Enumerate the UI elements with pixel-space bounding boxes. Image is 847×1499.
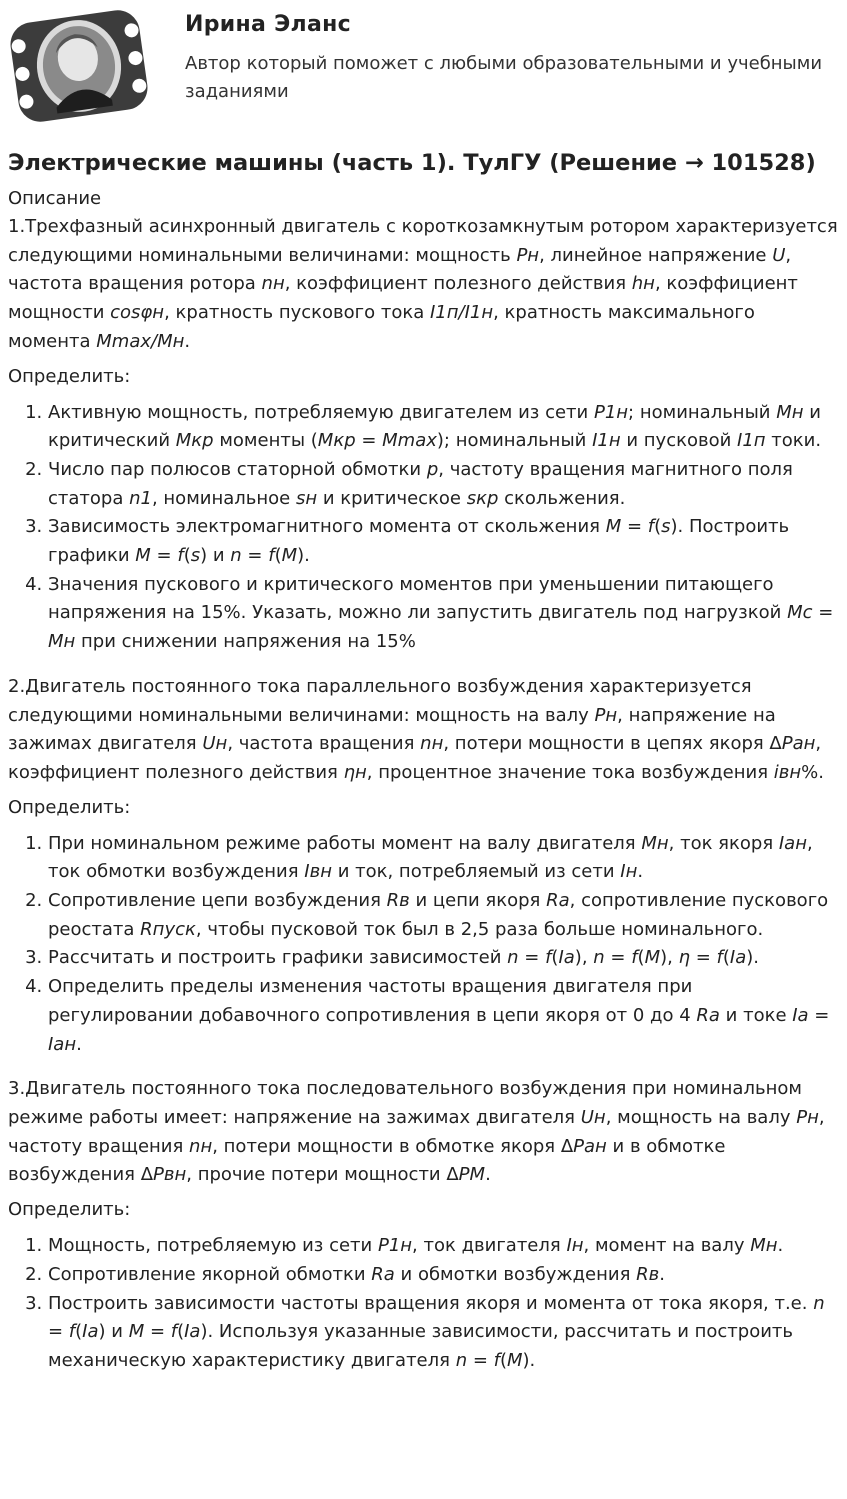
math-symbol: Iн	[566, 1235, 584, 1257]
math-symbol: nн	[261, 273, 285, 295]
math-symbol: I1п	[737, 430, 766, 452]
description-label: Описание	[8, 188, 102, 209]
text-segment: и обмотки возбуждения	[394, 1263, 637, 1285]
text-segment: Сопротивление цепи возбуждения	[48, 890, 387, 912]
math-symbol: s	[190, 545, 201, 567]
text-segment: ); номинальный	[436, 430, 593, 452]
math-symbol: n = f	[455, 1349, 500, 1371]
text-segment: ),	[574, 947, 594, 969]
text-segment: %.	[801, 761, 824, 783]
math-symbol: Р1н	[377, 1235, 413, 1257]
text-segment: Значения пускового и критического моментов при уменьшении питающего напряжения на 15%. Указать, можно ли запустить двигатель под нагрузкой	[48, 573, 788, 624]
text-segment: .	[184, 330, 191, 352]
math-symbol: Мс = Мн	[48, 602, 834, 653]
text-segment: , коэффициент полезного действия	[284, 273, 632, 295]
math-symbol: Ран	[781, 733, 816, 755]
text-segment: , сопротивление пускового реостата	[48, 890, 829, 940]
math-symbol: nн	[189, 1135, 213, 1157]
text-segment: Построить зависимости частоты вращения якоря и момента от тока якоря, т.е.	[48, 1292, 814, 1314]
task-1-intro	[8, 213, 838, 357]
text-segment: , мощность на валу	[605, 1106, 797, 1128]
text-segment: ).	[746, 947, 759, 969]
text-segment: 3.Двигатель постоянного тока последовательного возбуждения при номинальном режиме работы имеет: напряжение на зажимах двигателя	[8, 1078, 802, 1128]
page-title: Электрические машины (часть 1). ТулГУ (Решение → 101528)	[8, 150, 816, 176]
math-symbol: Рн	[594, 704, 618, 726]
list-item	[48, 973, 838, 1059]
math-symbol: Ia	[184, 1321, 201, 1343]
math-symbol: Мкр = Мmax	[317, 430, 437, 452]
text-segment: , ток якоря	[668, 832, 779, 854]
math-symbol: n = f	[593, 947, 638, 969]
text-segment: и цепи якоря	[409, 890, 547, 912]
math-symbol: I1н	[592, 430, 621, 452]
text-segment: , частоту вращения	[8, 1106, 825, 1157]
math-symbol: Рн	[516, 244, 540, 266]
text-segment: ) и	[98, 1321, 129, 1343]
text-segment: и пусковой	[620, 430, 738, 452]
text-segment: Активную мощность, потребляемую двигателем из сети	[48, 401, 594, 423]
math-symbol: Uн	[202, 733, 228, 755]
text-segment: Определить пределы изменения частоты вращения двигателя при регулировании добавочного сопротивления в цепи якоря от 0 до 4	[48, 976, 697, 1026]
text-segment: , частоту вращения магнитного поля статора	[48, 458, 793, 509]
text-segment: , потери мощности в цепях якоря Δ	[443, 733, 782, 755]
math-symbol: р	[426, 458, 439, 480]
define-label: Определить:	[8, 365, 131, 387]
math-symbol: ηн	[343, 761, 367, 783]
math-symbol: Ra	[546, 890, 570, 912]
math-symbol: Ra	[371, 1263, 395, 1285]
math-symbol: Iан	[778, 832, 807, 854]
text-segment: , коэффициент мощности	[8, 273, 798, 324]
text-segment: ),	[660, 947, 679, 969]
math-symbol: M = f	[128, 1321, 178, 1343]
text-segment: и критическое	[317, 487, 467, 509]
list-item	[48, 456, 838, 513]
task-3-intro	[8, 1075, 838, 1190]
list-item	[48, 887, 838, 944]
text-segment: (	[274, 545, 282, 567]
text-segment: 2.Двигатель постоянного тока параллельного возбуждения характеризуется следующими номинальными величинами: мощность на валу	[8, 675, 752, 726]
text-segment: и в обмотке возбуждения Δ	[8, 1135, 726, 1186]
task-2-intro	[8, 673, 838, 788]
text-segment: (	[177, 1321, 185, 1343]
math-symbol: Мн	[750, 1235, 778, 1257]
math-symbol: M	[281, 545, 298, 567]
math-symbol: sкр	[466, 487, 499, 509]
text-segment: , процентное значение тока возбуждения	[366, 761, 774, 783]
math-symbol: s	[661, 516, 671, 538]
text-segment: и токе	[719, 1004, 793, 1026]
text-segment: , коэффициент полезного действия	[8, 733, 822, 783]
text-segment: , ток обмотки возбуждения	[48, 832, 813, 883]
math-symbol: Мн	[776, 401, 804, 423]
text-segment: При номинальном режиме работы момент на валу двигателя	[48, 832, 642, 854]
text-segment: Сопротивление якорной обмотки	[48, 1263, 372, 1285]
text-segment: .	[777, 1235, 784, 1257]
math-symbol: n = f	[48, 1292, 825, 1343]
text-segment: , номинальное	[151, 487, 296, 509]
text-segment: ). Построить графики	[48, 516, 790, 567]
math-symbol: M	[507, 1349, 523, 1371]
task-3-list	[8, 1232, 838, 1376]
text-segment: и критический	[48, 401, 821, 452]
text-segment: скольжения.	[498, 487, 626, 509]
text-segment: , чтобы пусковой ток был в 2,5 раза больше номинального.	[195, 918, 764, 940]
text-segment: ) и	[200, 545, 231, 567]
math-symbol: Мн	[641, 832, 669, 854]
task-1-list	[8, 399, 838, 657]
text-segment: , кратность пускового тока	[164, 302, 430, 324]
math-symbol: sн	[295, 487, 318, 509]
text-segment: при снижении напряжения на 15%	[75, 631, 416, 653]
list-item	[48, 399, 838, 456]
list-item	[48, 1290, 838, 1376]
math-symbol: M = f	[135, 545, 184, 567]
math-symbol: Мкр	[175, 430, 214, 452]
task-2-list	[8, 830, 838, 1060]
math-symbol: Рвн	[153, 1164, 187, 1186]
math-symbol: Ран	[573, 1135, 607, 1157]
math-symbol: Uн	[580, 1106, 606, 1128]
text-segment: (	[722, 947, 730, 969]
list-item	[48, 513, 838, 570]
math-symbol: Ia	[729, 947, 747, 969]
text-segment: (	[499, 1349, 507, 1371]
math-symbol: Iвн	[304, 861, 332, 883]
text-segment: Зависимость электромагнитного момента от скольжения	[48, 516, 606, 538]
text-segment: Число пар полюсов статорной обмотки	[48, 458, 427, 480]
text-segment: ).	[297, 545, 310, 567]
math-symbol: n1	[129, 487, 152, 509]
math-symbol: U	[772, 244, 786, 266]
text-segment: (	[75, 1321, 83, 1343]
math-symbol: Ra	[696, 1004, 720, 1026]
text-segment: , частота вращения ротора	[8, 244, 792, 295]
math-symbol: Rв	[386, 890, 410, 912]
math-symbol: hн	[631, 273, 655, 295]
list-item	[48, 571, 838, 657]
math-symbol: M = f	[605, 516, 655, 538]
text-segment: , частота вращения	[227, 733, 421, 755]
math-symbol: Mmax/Mн	[96, 330, 185, 352]
text-segment: , потери мощности в обмотке якоря Δ	[212, 1135, 574, 1157]
math-symbol: Р1н	[593, 401, 629, 423]
author-avatar[interactable]	[8, 6, 150, 126]
list-item	[48, 830, 838, 887]
text-segment: (	[654, 516, 662, 538]
list-item	[48, 944, 838, 973]
text-segment: ). Используя указанные зависимости, рассчитать и построить механическую характеристику двигателя	[48, 1321, 794, 1371]
text-segment: , напряжение на зажимах двигателя	[8, 704, 776, 755]
text-segment: , момент на валу	[583, 1235, 751, 1257]
author-header	[0, 0, 847, 140]
text-segment: .	[637, 861, 644, 883]
text-segment: (	[183, 545, 191, 567]
text-segment: .	[659, 1263, 665, 1285]
math-symbol: Rпуск	[140, 918, 196, 940]
math-symbol: iвн	[773, 761, 802, 783]
text-segment: ; номинальный	[628, 401, 777, 423]
text-segment: и ток, потребляемый из сети	[331, 861, 621, 883]
text-segment: , ток двигателя	[412, 1235, 567, 1257]
text-segment: , кратность максимального момента	[8, 302, 755, 352]
math-symbol: n = f	[507, 947, 552, 969]
text-segment: Рассчитать и построить графики зависимостей	[48, 947, 508, 969]
math-symbol: Rв	[636, 1263, 660, 1285]
text-segment: Мощность, потребляемую из сети	[48, 1235, 378, 1257]
text-segment: токи.	[765, 430, 822, 452]
text-segment: (	[637, 947, 645, 969]
math-symbol: n = f	[230, 545, 275, 567]
text-segment: (	[551, 947, 559, 969]
math-symbol: nн	[420, 733, 444, 755]
math-symbol: Рн	[796, 1106, 819, 1128]
define-label: Определить:	[8, 1199, 131, 1221]
text-segment: .	[76, 1033, 82, 1055]
math-symbol: РМ	[458, 1164, 486, 1186]
text-segment: 1.Трехфазный асинхронный двигатель с короткозамкнутым ротором характеризуется следующими номинальными величинами: мощность	[8, 216, 838, 266]
math-symbol: η = f	[678, 947, 723, 969]
list-item	[48, 1232, 838, 1261]
text-segment: , линейное напряжение	[539, 244, 773, 266]
author-name[interactable]: Ирина Эланс	[185, 12, 351, 37]
math-symbol: Ia	[82, 1321, 99, 1343]
text-segment: ).	[522, 1349, 536, 1371]
list-item	[48, 1261, 838, 1290]
math-symbol: M	[644, 947, 661, 969]
text-segment: моменты (	[213, 430, 318, 452]
text-segment: , прочие потери мощности Δ	[186, 1164, 459, 1186]
article	[8, 146, 838, 1392]
math-symbol: Ia	[558, 947, 575, 969]
define-label: Определить:	[8, 796, 131, 818]
math-symbol: Ia = Iан	[48, 1004, 830, 1055]
author-description: Автор который поможет с любыми образовательными и учебными заданиями	[185, 53, 823, 102]
text-segment: .	[485, 1164, 491, 1186]
math-symbol: I1п/I1н	[429, 302, 494, 324]
math-symbol: Iн	[620, 861, 638, 883]
math-symbol: cosφн	[110, 302, 165, 324]
